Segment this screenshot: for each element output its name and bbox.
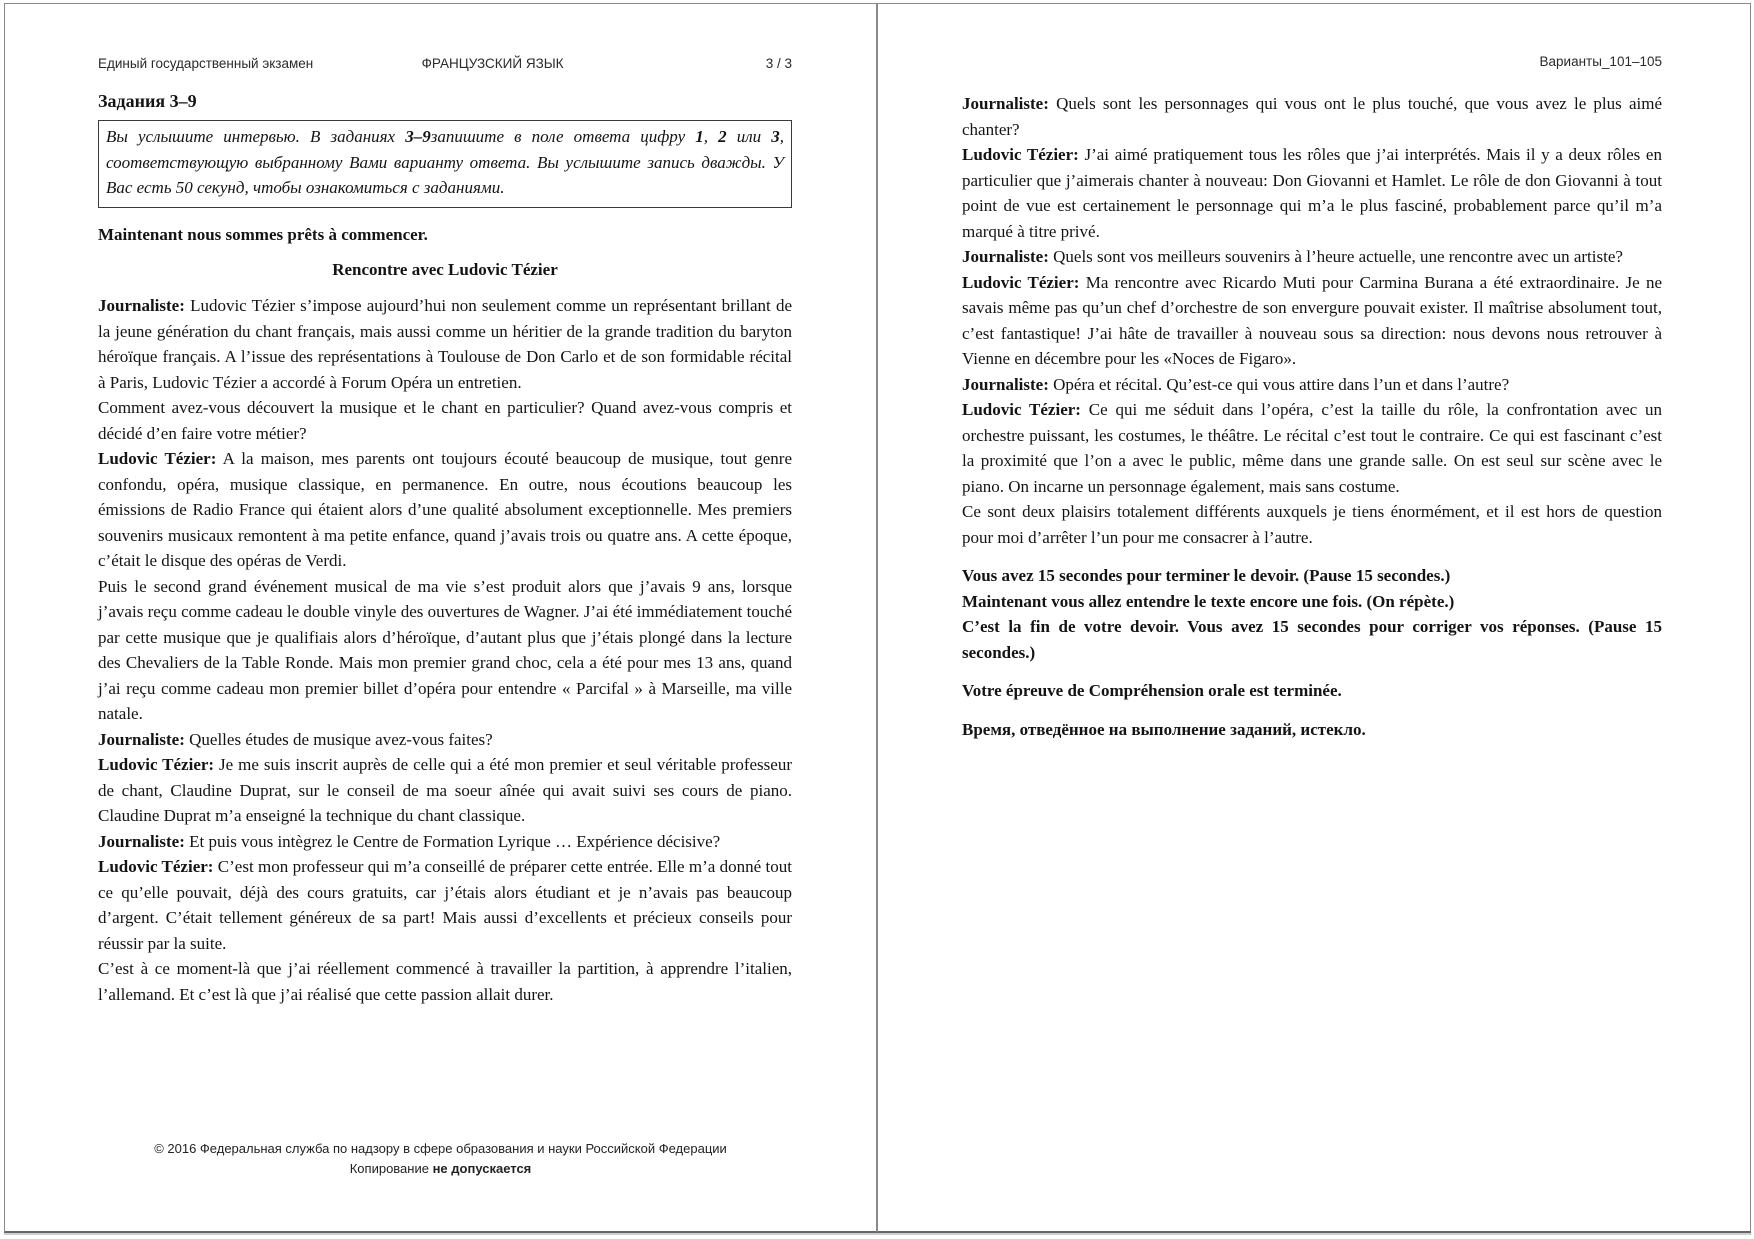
paragraph: C’est à ce moment-là que j’ai réellement commencé à travailler la partition, à apprendre l’italien, l’allemand. Et c’est là que j’ai réalisé que cette passion allait durer. <box>98 959 792 1004</box>
subject-name: ФРАНЦУЗСКИЙ ЯЗЫК <box>421 56 564 71</box>
right-page <box>877 3 1751 1233</box>
paragraph: Comment avez-vous découvert la musique et le chant en particulier? Quand avez-vous compris et décidé d’en faire votre métier? <box>98 398 792 443</box>
speaker-label: Journaliste: <box>962 247 1049 266</box>
instruction-segment: , <box>703 127 719 146</box>
paragraph: Puis le second grand événement musical de ma vie s’est produit alors que j’avais 9 ans, lorsque j’avais reçu comme cadeau le double vinyle des ouvertures de Wagner. J’ai été immédiatement touché par cette musique que je qualifiais alors d’héroïque, d’autant plus que j’étais plongé dans la lecture des Chevaliers de la Table Ronde. Mais mon premier grand choc, cela a été pour mes 13 ans, quand j’ai reçu comme cadeau mon premier billet d’opéra pour entendre « Parcifal » à Marseille, ma ville natale. <box>98 576 792 723</box>
left-page-footer <box>5 1139 876 1179</box>
dialogue-paragraph: Journaliste: Quels sont vos meilleurs souvenirs à l’heure actuelle, une rencontre avec un artiste? <box>962 247 1623 266</box>
dialogue-paragraph: Ludovic Tézier: C’est mon professeur qui m’a conseillé de préparer cette entrée. Elle m’a donné tout ce qu’elle pouvait, déjà des cours gratuits, car j’étais alors étudiant et je n’avais pas beaucoup d’argent. C’était tellement généreux de sa part! Mais aussi d’excellents et précieux conseils pour réussir par la suite. <box>98 857 792 953</box>
closing-instructions <box>962 563 1662 665</box>
speaker-label: Ludovic Tézier: <box>98 449 217 468</box>
paragraph: C’est la fin de votre devoir. Vous avez 15 secondes pour corriger vos réponses. (Pause 15 secondes.) <box>962 617 1662 662</box>
copy-prohibition-line <box>5 1159 876 1179</box>
dialogue-paragraph: Ludovic Tézier: Je me suis inscrit auprès de celle qui a été mon premier et seul véritable professeur de chant, Claudine Duprat, sur le conseil de ma soeur aînée qui avait suivi ses cours de piano. Claudine Duprat m’a enseigné la technique du chant classique. <box>98 755 792 825</box>
left-page <box>4 3 877 1233</box>
dialogue-paragraph: Ludovic Tézier: A la maison, mes parents ont toujours écouté beaucoup de musique, tout genre confondu, opéra, musique classique, en permanence. En outre, nous écoutions beaucoup les émissions de Radio France qui étaient alors d’une qualité absolument exceptionnelle. Mes premiers souvenirs musicaux remontent à ma petite enfance, quand j’avais trois ou quatre ans. A cette époque, c’était le disque des opéras de Verdi. <box>98 449 792 570</box>
paragraph: Ce sont deux plaisirs totalement différents auxquels je tiens énormément, et il est hors de question pour moi d’arrêter l’un pour me consacrer à l’autre. <box>962 502 1662 547</box>
left-page-header <box>98 56 792 71</box>
instruction-bold-segment: 1 <box>695 127 704 146</box>
speaker-label: Ludovic Tézier: <box>962 145 1079 164</box>
dialogue-paragraph: Ludovic Tézier: J’ai aimé pratiquement tous les rôles que j’ai interprétés. Mais il y a deux rôles en particulier que j’aimerais chanter à nouveau: Don Giovanni et Hamlet. Le rôle de don Giovanni à tout point de vue est certainement le personnage qui m’a le plus fasciné, probablement parce qu’il m’a marqué à titre privé. <box>962 145 1662 241</box>
dialogue-paragraph: Journaliste: Quelles études de musique avez-vous faites? <box>98 729 493 749</box>
instruction-bold-segment: 2 <box>718 127 727 146</box>
speaker-label: Ludovic Tézier: <box>98 857 214 876</box>
copy-prohibition-bold: не допускается <box>432 1161 532 1176</box>
time-up-line: Время, отведённое на выполнение заданий, истекло. <box>962 719 1366 739</box>
dialogue-paragraph: Journaliste: Quels sont les personnages qui vous ont le plus touché, que vous avez le plus aimé chanter? <box>962 94 1662 139</box>
exam-name: Единый государственный экзамен <box>98 56 314 71</box>
left-page-content <box>98 56 792 1007</box>
speaker-label: Ludovic Tézier: <box>98 755 215 774</box>
speaker-label: Journaliste: <box>962 94 1049 113</box>
instruction-segment: запишите в поле ответа цифру <box>430 127 696 146</box>
paragraph: Maintenant vous allez entendre le texte encore une fois. (On répète.) <box>962 591 1455 611</box>
speaker-label: Ludovic Tézier: <box>962 272 1080 292</box>
dialogue-paragraph: Journaliste: Opéra et récital. Qu’est-ce qui vous attire dans l’un et dans l’autre? <box>962 374 1510 394</box>
speaker-label: Journaliste: <box>98 729 185 749</box>
tasks-heading: Задания 3–9 <box>98 91 197 111</box>
dialogue-paragraph: Journaliste: Et puis vous intègrez le Centre de Formation Lyrique … Expérience décisive? <box>98 831 721 851</box>
page-number: 3 / 3 <box>765 56 792 71</box>
speaker-label: Journaliste: <box>98 296 185 315</box>
speaker-label: Journaliste: <box>962 374 1049 394</box>
oral-test-end-line: Votre épreuve de Compréhension orale est terminée. <box>962 681 1342 700</box>
instruction-box <box>98 120 792 208</box>
paragraph: Vous avez 15 secondes pour terminer le devoir. (Pause 15 secondes.) <box>962 566 1451 585</box>
right-page-paragraphs <box>962 91 1662 550</box>
right-page-content <box>962 54 1662 742</box>
left-page-paragraphs <box>98 293 792 1007</box>
instruction-bold-segment: 3 <box>771 127 780 146</box>
interview-title: Rencontre avec Ludovic Tézier <box>332 260 558 279</box>
instruction-segment: или <box>726 127 772 146</box>
dialogue-paragraph: Ludovic Tézier: Ma rencontre avec Ricardo Muti pour Carmina Burana a été extraordinaire. Je ne savais même pas qu’un chef d’orchestre de son envergure pouvait exister. Il maîtrise absolument tout, c’est fantastique! J’ai hâte de travailler à nouveau sous sa direction: nous devons nous retrouver à Vienne en décembre pour les «Noces de Figaro». <box>962 272 1662 368</box>
speaker-label: Journaliste: <box>98 831 185 851</box>
ready-line: Maintenant nous sommes prêts à commencer. <box>98 224 428 244</box>
speaker-label: Ludovic Tézier: <box>962 400 1081 419</box>
instruction-segment: Вы услышите интервью. В заданиях <box>106 127 406 146</box>
variants-label: Варианты_101–105 <box>1539 54 1662 69</box>
dialogue-paragraph: Journaliste: Ludovic Tézier s’impose aujourd’hui non seulement comme un représentant brillant de la jeune génération du chant français, mais aussi comme un héritier de la grande tradition du baryton héroïque français. A l’issue des représentations à Toulouse de Don Carlo et de son formidable récital à Paris, Ludovic Tézier a accordé à Forum Opéra un entretien. <box>98 296 792 392</box>
instruction-bold-segment: 3–9 <box>405 127 431 146</box>
instruction-segment: , соответствующую выбранному Вами варианту ответа. Вы услышите запись дважды. У Вас есть 50 секунд, чтобы ознакомиться с заданиями. <box>106 127 784 197</box>
dialogue-paragraph: Ludovic Tézier: Ce qui me séduit dans l’opéra, c’est la taille du rôle, la confrontation avec un orchestre puissant, les costumes, le théâtre. Le récital c’est tout le contraire. Ce qui est fascinant c’est la proximité que l’on a avec le public, même dans une grande salle. On est seul sur scène avec le piano. On incarne un personnage également, mais sans costume. <box>962 400 1662 496</box>
copyright-line: © 2016 Федеральная служба по надзору в сфере образования и науки Российской Федерации <box>154 1141 727 1156</box>
copy-prohibition-normal: Копирование <box>349 1161 433 1176</box>
right-page-header <box>962 54 1662 69</box>
